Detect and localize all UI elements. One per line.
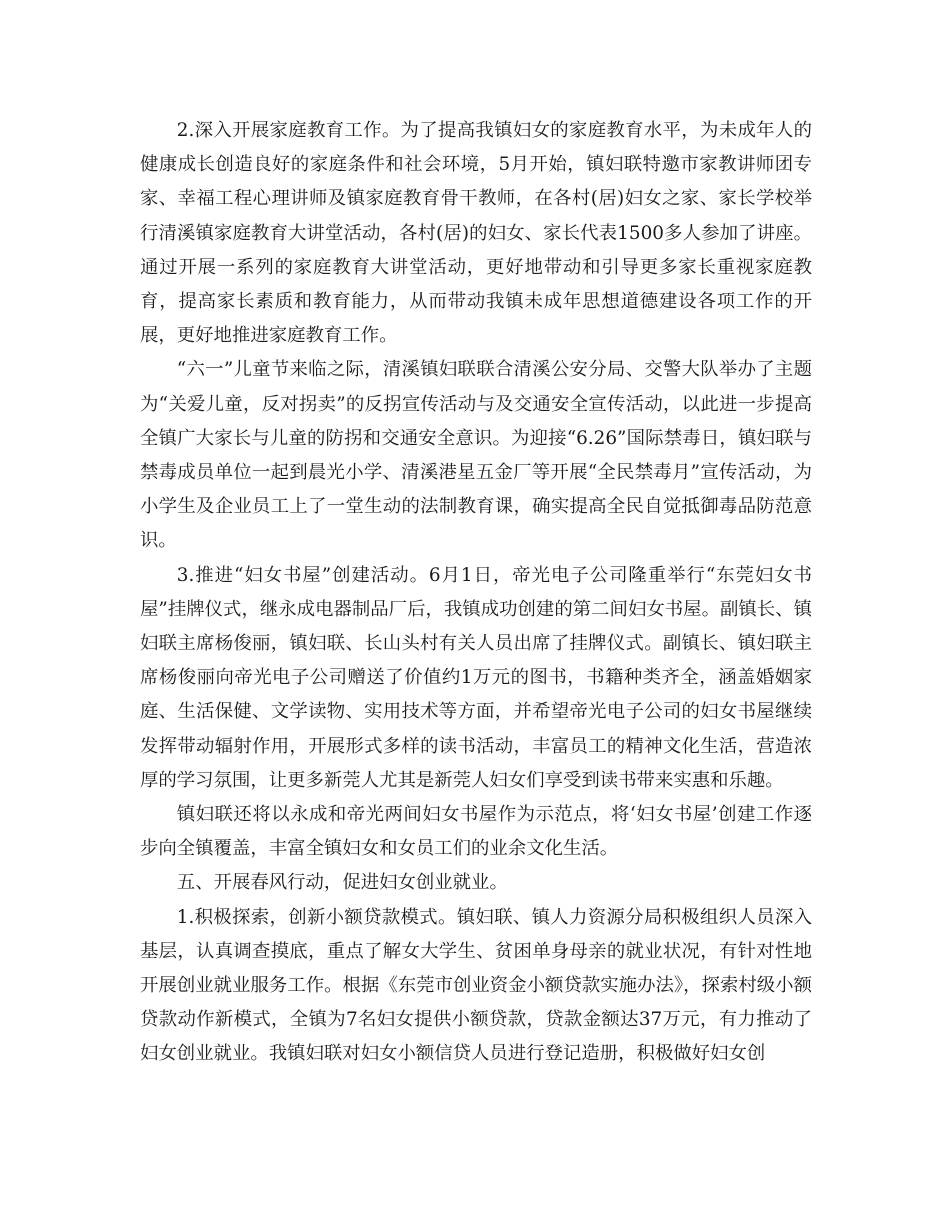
paragraph-womens-bookhouse: 3.推进“妇女书屋”创建活动。6月1日，帝光电子公司隆重举行“东莞妇女书屋”挂牌仪式，继永成电器制品厂后，我镇成功创建的第二间妇女书屋。副镇长、镇妇联主席杨俊丽，镇妇联、长山头村有关人员出席了挂牌仪式。副镇长、镇妇联主席杨俊丽向帝光电子公司赠送了价值约1万元的图书，书籍种类齐全，涵盖婚姻家庭、生活保健、文学读物、实用技术等方面，并希望帝光电子公司的妇女书屋继续发挥带动辐射作用，开展形式多样的读书活动，丰富员工的精神文化生活，营造浓厚的学习氛围，让更多新莞人尤其是新莞人妇女们享受到读书带来实惠和乐趣。: [140, 564, 812, 791]
paragraph-family-education: 2.深入开展家庭教育工作。为了提高我镇妇女的家庭教育水平，为未成年人的健康成长创造良好的家庭条件和社会环境，5月开始，镇妇联特邀市家教讲师团专家、幸福工程心理讲师及镇家庭教育骨干教师，在各村(居)妇女之家、家长学校举行清溪镇家庭教育大讲堂活动，各村(居)的妇女、家长代表1500多人参加了讲座。通过开展一系列的家庭教育大讲堂活动，更好地带动和引导更多家长重视家庭教育，提高家长素质和教育能力，从而带动我镇未成年思想道德建设各项工作的开展，更好地推进家庭教育工作。: [140, 120, 812, 347]
section-heading-spring-breeze: 五、开展春风行动，促进妇女创业就业。: [176, 872, 508, 894]
document-body: [140, 114, 812, 1072]
paragraph-bookhouse-expansion: 镇妇联还将以永成和帝光两间妇女书屋作为示范点，将‘妇女书屋’创建工作逐步向全镇覆盖，丰富全镇妇女和女员工们的业余文化生活。: [140, 804, 812, 860]
paragraph-childrens-day-campaign: “六一”儿童节来临之际，清溪镇妇联联合清溪公安分局、交警大队举办了主题为“关爱儿童，反对拐卖”的反拐宣传活动与及交通安全宣传活动，以此进一步提高全镇广大家长与儿童的防拐和交通安全意识。为迎接“6.26”国际禁毒日，镇妇联与禁毒成员单位一起到晨光小学、清溪港星五金厂等开展“全民禁毒月”宣传活动，为小学生及企业员工上了一堂生动的法制教育课，确实提高全民自觉抵御毒品防范意识。: [140, 359, 812, 552]
paragraph-microloan: 1.积极探索，创新小额贷款模式。镇妇联、镇人力资源分局积极组织人员深入基层，认真调查摸底，重点了解女大学生、贫困单身母亲的就业状况，有针对性地开展创业就业服务工作。根据《东莞市创业资金小额贷款实施办法》，探索村级小额贷款动作新模式，全镇为7名妇女提供小额贷款，贷款金额达37万元，有力推动了妇女创业就业。我镇妇联对妇女小额信贷人员进行登记造册，积极做好妇女创: [140, 906, 812, 1065]
